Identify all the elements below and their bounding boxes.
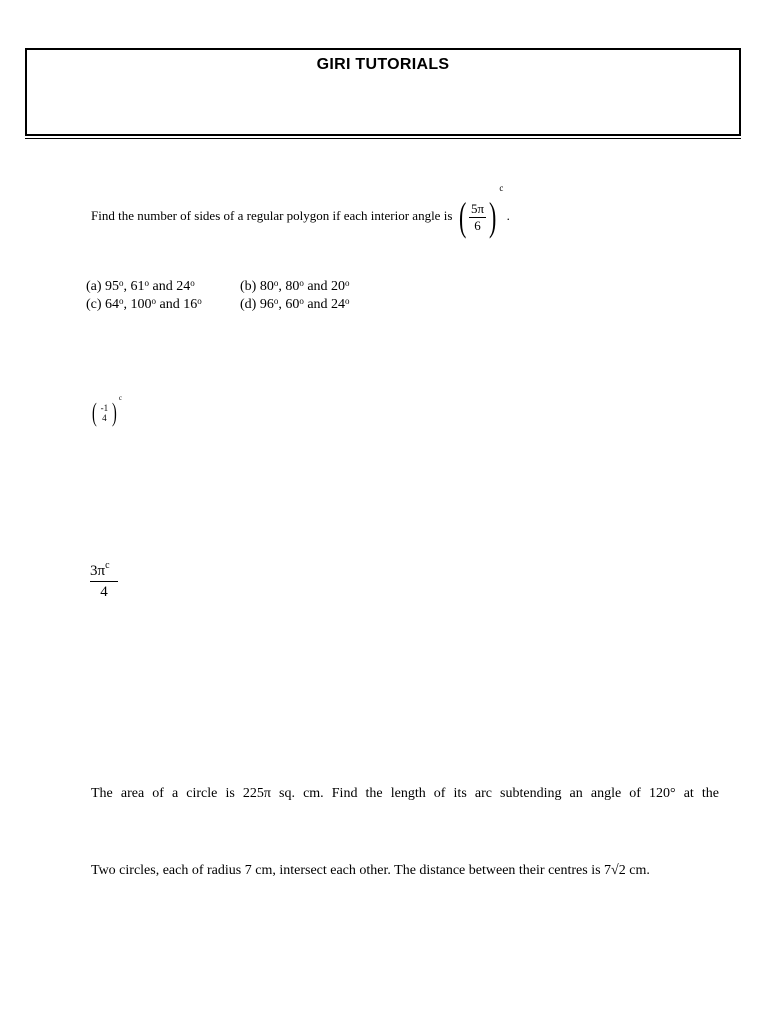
- expression-3pi-over-4: [90, 560, 118, 601]
- option-b-part2: , 80: [278, 279, 300, 294]
- header-box: [25, 48, 741, 136]
- fraction-5pi-6: [469, 201, 486, 234]
- degree-mark: o: [144, 278, 150, 288]
- degree-mark: o: [345, 278, 350, 288]
- question-1-trail: .: [506, 207, 510, 223]
- question-1: [91, 183, 510, 239]
- option-c-part2: , 100: [123, 297, 152, 312]
- degree-mark: o: [345, 296, 350, 306]
- option-b: [240, 279, 350, 295]
- option-c: [86, 297, 202, 313]
- expr3-numerator: [90, 560, 118, 582]
- fraction-denominator: 6: [474, 217, 481, 233]
- degree-mark: o: [299, 296, 304, 306]
- option-b-part3: and 20: [303, 279, 346, 294]
- right-paren: ): [489, 194, 497, 239]
- degree-mark: o: [299, 278, 304, 288]
- degree-mark: o: [273, 278, 279, 288]
- right-paren: ): [112, 398, 117, 427]
- fraction-numerator: 5π: [470, 200, 485, 216]
- degree-mark: o: [151, 296, 157, 306]
- question-5: Two circles, each of radius 7 cm, intersect each other. The distance between their centres is 7√2 cm.: [91, 863, 650, 878]
- degree-mark: o: [197, 296, 202, 306]
- question-4: The area of a circle is 225π sq. cm. Find the length of its arc subtending an angle of 120° at the: [91, 786, 719, 801]
- fraction-numerator: -1: [100, 403, 109, 413]
- option-d: [240, 297, 350, 313]
- option-a-part3: and 24: [149, 279, 191, 294]
- option-d-part3: and 24: [303, 297, 346, 312]
- option-d-part1: (d) 96: [240, 297, 274, 312]
- degree-mark: o: [119, 296, 124, 306]
- degree-mark: o: [190, 278, 195, 288]
- degree-mark: o: [273, 296, 279, 306]
- left-paren: (: [458, 194, 466, 239]
- option-a: [86, 279, 195, 295]
- exponent-c: c: [105, 560, 110, 571]
- left-paren: (: [91, 398, 97, 427]
- expr3-num-text: 3π: [90, 563, 106, 579]
- option-d-part2: , 60: [278, 297, 300, 312]
- fraction-denominator: 4: [102, 413, 107, 423]
- option-b-part1: (b) 80: [240, 279, 274, 294]
- question-1-text: Find the number of sides of a regular polygon if each interior angle is: [91, 207, 453, 223]
- expr3-denominator: 4: [100, 584, 108, 600]
- header-title: GIRI TUTORIALS: [316, 56, 450, 73]
- option-a-part1: (a) 95: [86, 279, 120, 294]
- degree-mark: o: [119, 278, 124, 288]
- option-a-part2: , 61: [123, 279, 145, 294]
- exponent-c: c: [118, 394, 122, 402]
- fraction-minus1-4: [99, 403, 111, 423]
- option-c-part1: (c) 64: [86, 297, 120, 312]
- expression-minus-one-quarter: [90, 394, 122, 427]
- option-c-part3: and 16: [156, 297, 198, 312]
- exponent-c: c: [499, 183, 504, 193]
